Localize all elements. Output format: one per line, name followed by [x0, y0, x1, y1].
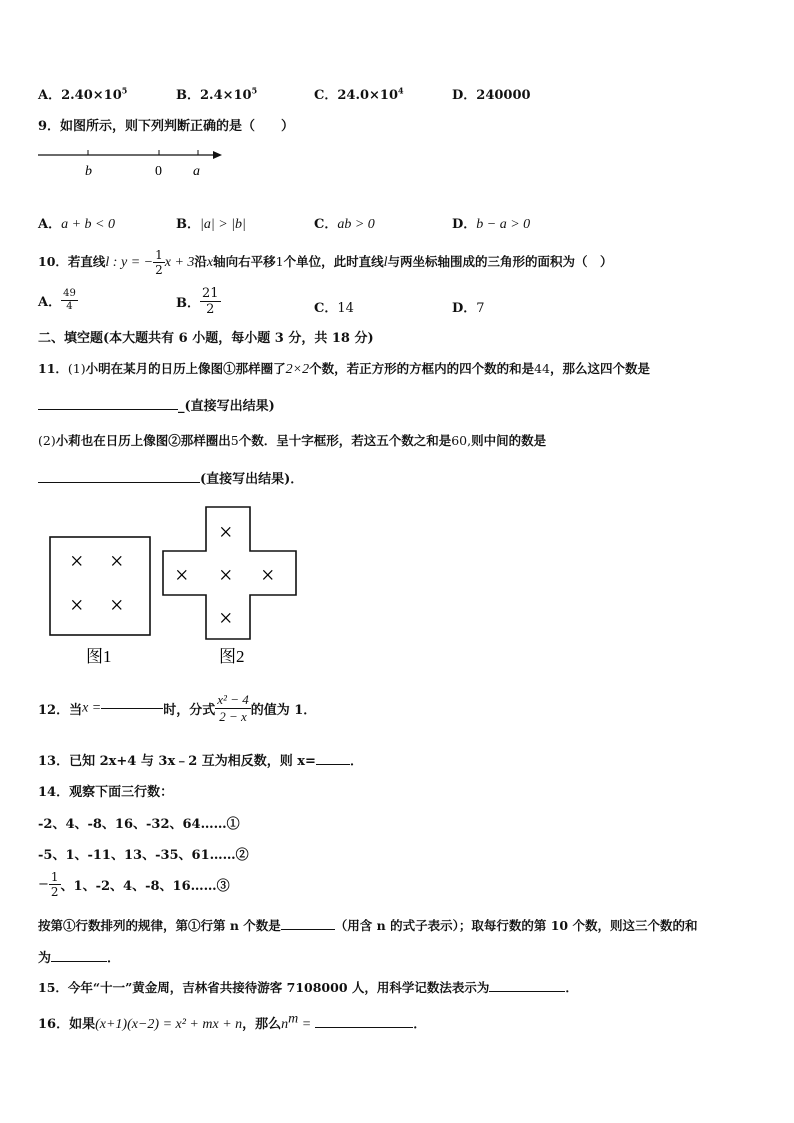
calendar-figures: [46, 505, 306, 670]
option-text: |a| > |b|: [200, 217, 246, 232]
option-text: 240000: [476, 88, 531, 103]
figure2-label: 图2: [219, 647, 245, 666]
answer-blank[interactable]: [281, 929, 335, 930]
q10-number: 1: [275, 254, 284, 269]
q14-text: ．: [107, 951, 121, 966]
q11-text: 个数，若正方形的方框内的四个数的和是: [309, 361, 535, 376]
fraction-numerator: 49: [63, 288, 76, 299]
q10-var: l: [383, 255, 388, 270]
q11-expr: 2×2: [285, 362, 310, 377]
q11-part1: [38, 359, 650, 378]
option-exponent: 4: [398, 85, 404, 96]
option-text: 14: [337, 301, 354, 316]
q14-row3: [38, 870, 230, 899]
number-line-arrow: [213, 151, 222, 159]
q16-text: ．: [413, 1017, 427, 1032]
option-text: 2.40×10: [61, 88, 122, 103]
q16-text: ，那么: [242, 1017, 282, 1032]
q11-text: 个数．呈十字框形，若这五个数之和是: [238, 433, 452, 448]
cross-mark: ×: [70, 593, 84, 619]
q11-text: _(直接写出结果): [178, 399, 275, 414]
q14-row1: -2、4、-8、16、-32、64……①: [38, 817, 240, 832]
q8-option-b: [176, 84, 257, 103]
q14-text: 为: [38, 951, 52, 966]
label-0: 0: [155, 164, 162, 179]
q11-text: (直接写出结果)．: [200, 472, 304, 487]
q9-option-b: [176, 213, 246, 233]
fraction-denominator: 2 − x: [219, 709, 247, 724]
option-letter: A．: [38, 217, 62, 232]
cross-mark: ×: [110, 549, 124, 575]
q10-text: 沿: [194, 254, 207, 269]
cross-mark: ×: [219, 563, 233, 589]
q12-text: 的值为 1．: [250, 703, 317, 718]
answer-blank[interactable]: [315, 1027, 413, 1028]
cross-mark: ×: [175, 563, 189, 589]
q10-var: x: [206, 255, 214, 270]
q8-option-d: [452, 84, 531, 103]
option-letter: B．: [176, 88, 200, 103]
q8-option-a: [38, 84, 127, 103]
q12-text: 12．当: [38, 703, 83, 718]
option-text: 24.0×10: [337, 88, 399, 103]
part-mark: (1): [67, 361, 86, 376]
q10-option-c: [314, 297, 354, 316]
figure1-label: 图1: [86, 647, 112, 666]
q11-number: 60,: [451, 433, 472, 448]
option-text: 2.4×10: [200, 88, 252, 103]
option-text: b − a > 0: [476, 217, 531, 232]
q11-text: 则中间的数是: [471, 433, 547, 448]
q9-option-d: [452, 213, 530, 233]
q11-text: 小明在某月的日历上像图①那样圈了: [85, 361, 286, 376]
q11-number: 5: [230, 433, 239, 448]
option-letter: C．: [314, 301, 338, 316]
q10-text: 轴向右平移: [213, 254, 276, 269]
option-fraction: [61, 288, 78, 313]
q10-fraction: [153, 248, 165, 277]
q10-option-d: [452, 297, 485, 316]
answer-blank[interactable]: [51, 961, 107, 962]
q10-text: 与两坐标轴围成的三角形的面积为（ ）: [387, 254, 613, 269]
option-exponent: 5: [121, 85, 128, 96]
q16-power-exponent: m: [288, 1011, 299, 1027]
answer-blank[interactable]: [489, 991, 565, 992]
fraction-denominator: 4: [66, 301, 73, 312]
q9-stem: 9．如图所示，则下列判断正确的是（ ）: [38, 119, 295, 134]
fraction-numerator: 1: [50, 870, 59, 884]
option-letter: C．: [314, 88, 338, 103]
q11-number: 44: [534, 361, 551, 376]
q14-text: 按第①行数排列的规律，第①行第 n 个数是: [38, 918, 281, 933]
answer-blank[interactable]: [101, 708, 163, 709]
cross-mark: ×: [110, 593, 124, 619]
q15-line: [38, 978, 578, 996]
q15-text: ．: [565, 980, 578, 995]
q16-power-base: n: [281, 1017, 289, 1032]
q13-text: ．: [349, 754, 363, 769]
number-line-figure: [36, 142, 236, 182]
option-letter: A．: [38, 88, 62, 103]
q14-question: [38, 916, 697, 934]
cross-mark: ×: [70, 549, 84, 575]
option-text: ab > 0: [337, 217, 375, 232]
q16-line: [38, 1013, 426, 1033]
option-exponent: 5: [251, 85, 258, 96]
q11-part2-answer: [38, 468, 303, 487]
question-number: 11．: [38, 361, 68, 376]
q10-option-a: [38, 288, 78, 313]
q10-stem: [38, 248, 613, 277]
square-frame: [50, 537, 150, 635]
q10-expr: x + 3: [164, 255, 195, 270]
q11-part2: [38, 431, 546, 449]
answer-blank[interactable]: [316, 764, 350, 765]
q10-option-b: [176, 286, 221, 317]
q14-question-cont: [38, 947, 120, 966]
q12-line: [38, 692, 316, 725]
section-title: 二、填空题(本大题共有 6 小题，每小题 3 分，共 18 分): [38, 331, 374, 346]
q12-fraction: [215, 692, 250, 725]
fraction-denominator: 2: [206, 302, 215, 317]
cross-mark: ×: [219, 606, 233, 632]
q14-text: （用含 n 的式子表示）；取每行数的第 10 个数，则这三个数的和: [334, 918, 698, 933]
q11-part1-answer: [38, 395, 275, 414]
fraction-numerator: 21: [202, 286, 219, 301]
q13-text: 13．已知 2x+4 与 3x﹣2 互为相反数，则 x=: [38, 754, 316, 769]
part-mark: (2): [38, 433, 56, 448]
cross-mark: ×: [219, 520, 233, 546]
q14-row2: -5、1、-11、13、-35、61……②: [38, 848, 249, 863]
answer-blank[interactable]: [38, 482, 200, 483]
q9-option-a: [38, 213, 115, 233]
q14-stem: 14．观察下面三行数：: [38, 785, 174, 800]
q10-text: 个单位，此时直线: [283, 254, 384, 269]
q13-line: [38, 750, 363, 769]
question-number: 10．: [38, 254, 68, 269]
cross-mark: ×: [261, 563, 275, 589]
option-letter: B．: [176, 217, 200, 232]
option-letter: D．: [452, 88, 477, 103]
q8-option-c: [314, 84, 404, 103]
label-a: a: [193, 164, 200, 179]
q12-text: 时，分式: [163, 703, 216, 718]
option-letter: D．: [452, 301, 477, 316]
fraction-denominator: 2: [50, 885, 59, 899]
option-text: a + b < 0: [61, 217, 115, 232]
option-letter: B．: [176, 296, 200, 311]
q11-text: ，那么这四个数是: [550, 361, 651, 376]
option-letter: C．: [314, 217, 338, 232]
q12-expr: x =: [82, 700, 102, 716]
q15-text: 15．今年“十一”黄金周，吉林省共接待游客 7108000 人，用科学记数法表示为: [38, 980, 490, 995]
fraction-numerator: x² − 4: [217, 692, 249, 707]
q16-expr: (x+1)(x−2) = x² + mx + n: [95, 1017, 243, 1032]
fraction-denominator: 2: [155, 263, 163, 277]
option-text: 7: [476, 301, 485, 316]
option-letter: A．: [38, 295, 62, 310]
option-letter: D．: [452, 217, 477, 232]
row3-fraction: [49, 870, 61, 899]
q16-expr: =: [298, 1017, 312, 1032]
minus-sign: −: [38, 877, 49, 892]
q10-text: 若直线: [67, 254, 106, 269]
answer-blank[interactable]: [38, 409, 178, 410]
fraction-numerator: 1: [155, 248, 163, 262]
label-b: b: [85, 164, 92, 179]
q9-option-c: [314, 213, 375, 233]
q10-expr: l : y = −: [105, 255, 154, 270]
q11-text: 小莉也在日历上像图②那样圈出: [55, 433, 231, 448]
option-fraction: [200, 286, 221, 317]
q16-text: 16．如果: [38, 1017, 96, 1032]
row3-text: 、1、-2、4、-8、16……③: [60, 879, 230, 894]
